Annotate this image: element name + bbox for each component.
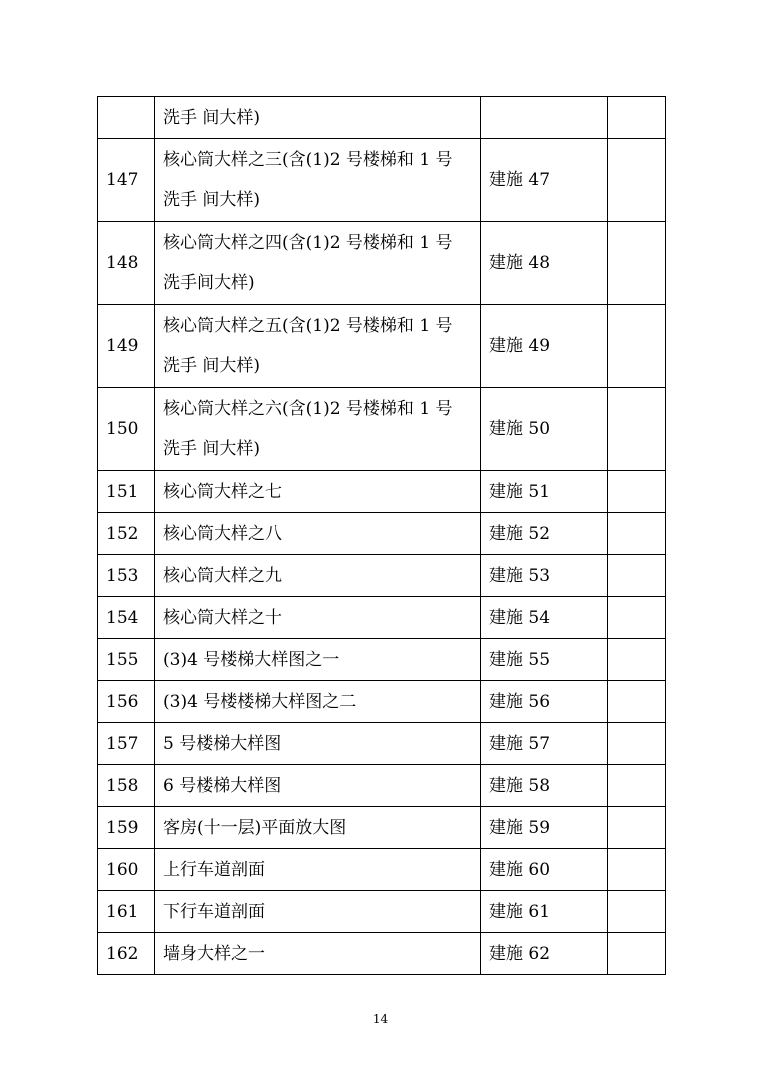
row-number: 150 bbox=[98, 388, 155, 471]
row-title bbox=[155, 681, 481, 723]
row-title bbox=[155, 891, 481, 933]
row-title-line: 核心筒大样之五(含(1)2 号楼梯和 1 号 bbox=[163, 316, 453, 336]
row-title-line: 洗手 间大样) bbox=[163, 356, 261, 376]
drawing-list-body bbox=[98, 97, 666, 975]
row-drawing-code bbox=[481, 97, 608, 139]
row-drawing-code: 建施 52 bbox=[481, 513, 608, 555]
row-title-line: 洗手 间大样) bbox=[163, 439, 261, 459]
row-remark bbox=[608, 933, 666, 975]
row-number: 159 bbox=[98, 807, 155, 849]
row-title-line: 核心筒大样之六(含(1)2 号楼梯和 1 号 bbox=[163, 399, 453, 419]
table-row bbox=[98, 305, 666, 388]
row-remark bbox=[608, 807, 666, 849]
row-number bbox=[98, 97, 155, 139]
row-drawing-code: 建施 61 bbox=[481, 891, 608, 933]
row-number: 161 bbox=[98, 891, 155, 933]
row-drawing-code: 建施 53 bbox=[481, 555, 608, 597]
row-number: 148 bbox=[98, 222, 155, 305]
row-remark bbox=[608, 222, 666, 305]
row-drawing-code: 建施 57 bbox=[481, 723, 608, 765]
row-title-line: 墙身大样之一 bbox=[163, 943, 265, 964]
row-title bbox=[155, 388, 481, 471]
row-drawing-code: 建施 55 bbox=[481, 639, 608, 681]
row-title-line: 洗手 间大样) bbox=[163, 107, 261, 128]
row-drawing-code: 建施 47 bbox=[481, 139, 608, 222]
row-remark bbox=[608, 139, 666, 222]
row-title bbox=[155, 97, 481, 139]
table-row bbox=[98, 681, 666, 723]
row-drawing-code: 建施 62 bbox=[481, 933, 608, 975]
table-row bbox=[98, 597, 666, 639]
table-row bbox=[98, 807, 666, 849]
row-number: 162 bbox=[98, 933, 155, 975]
row-number: 153 bbox=[98, 555, 155, 597]
table-row bbox=[98, 97, 666, 139]
row-number: 158 bbox=[98, 765, 155, 807]
row-title bbox=[155, 139, 481, 222]
row-remark bbox=[608, 639, 666, 681]
row-remark bbox=[608, 891, 666, 933]
row-title bbox=[155, 597, 481, 639]
row-number: 160 bbox=[98, 849, 155, 891]
table-row bbox=[98, 139, 666, 222]
row-drawing-code: 建施 51 bbox=[481, 471, 608, 513]
table-row bbox=[98, 388, 666, 471]
row-title bbox=[155, 222, 481, 305]
row-drawing-code: 建施 58 bbox=[481, 765, 608, 807]
row-title-line: 核心筒大样之三(含(1)2 号楼梯和 1 号 bbox=[163, 150, 453, 170]
row-title-line: 下行车道剖面 bbox=[163, 901, 265, 922]
row-drawing-code: 建施 59 bbox=[481, 807, 608, 849]
row-title-line: 5 号楼梯大样图 bbox=[163, 733, 282, 754]
table-row bbox=[98, 555, 666, 597]
row-drawing-code: 建施 60 bbox=[481, 849, 608, 891]
row-title-line: 核心筒大样之九 bbox=[163, 565, 282, 586]
row-title-line: (3)4 号楼楼梯大样图之二 bbox=[163, 691, 357, 712]
table-row bbox=[98, 471, 666, 513]
row-remark bbox=[608, 849, 666, 891]
row-number: 149 bbox=[98, 305, 155, 388]
row-title-line: 核心筒大样之十 bbox=[163, 607, 282, 628]
row-remark bbox=[608, 681, 666, 723]
row-number: 157 bbox=[98, 723, 155, 765]
row-drawing-code: 建施 48 bbox=[481, 222, 608, 305]
row-number: 151 bbox=[98, 471, 155, 513]
row-drawing-code: 建施 54 bbox=[481, 597, 608, 639]
row-number: 147 bbox=[98, 139, 155, 222]
row-title bbox=[155, 305, 481, 388]
row-remark bbox=[608, 723, 666, 765]
row-title bbox=[155, 513, 481, 555]
row-drawing-code: 建施 50 bbox=[481, 388, 608, 471]
row-title bbox=[155, 723, 481, 765]
row-remark bbox=[608, 597, 666, 639]
row-title-line: 核心筒大样之四(含(1)2 号楼梯和 1 号 bbox=[163, 233, 453, 253]
row-drawing-code: 建施 56 bbox=[481, 681, 608, 723]
table-row bbox=[98, 639, 666, 681]
row-remark bbox=[608, 471, 666, 513]
row-title bbox=[155, 849, 481, 891]
row-title-line: 洗手间大样) bbox=[163, 273, 255, 293]
table-row bbox=[98, 849, 666, 891]
row-number: 156 bbox=[98, 681, 155, 723]
row-drawing-code: 建施 49 bbox=[481, 305, 608, 388]
row-remark bbox=[608, 97, 666, 139]
table-row bbox=[98, 222, 666, 305]
table-row bbox=[98, 513, 666, 555]
row-number: 152 bbox=[98, 513, 155, 555]
row-remark bbox=[608, 513, 666, 555]
row-remark bbox=[608, 305, 666, 388]
row-title-line: (3)4 号楼梯大样图之一 bbox=[163, 649, 340, 670]
row-remark bbox=[608, 765, 666, 807]
row-title bbox=[155, 471, 481, 513]
table-row bbox=[98, 891, 666, 933]
row-remark bbox=[608, 388, 666, 471]
row-title bbox=[155, 807, 481, 849]
row-title bbox=[155, 933, 481, 975]
row-title-line: 6 号楼梯大样图 bbox=[163, 775, 282, 796]
page-number: 14 bbox=[372, 1012, 389, 1026]
row-remark bbox=[608, 555, 666, 597]
table-row bbox=[98, 765, 666, 807]
drawing-list-table bbox=[97, 96, 666, 975]
table-row bbox=[98, 933, 666, 975]
row-title bbox=[155, 639, 481, 681]
row-title-line: 核心筒大样之八 bbox=[163, 523, 282, 544]
row-number: 155 bbox=[98, 639, 155, 681]
row-title-line: 客房(十一层)平面放大图 bbox=[163, 817, 347, 838]
row-title bbox=[155, 765, 481, 807]
row-title bbox=[155, 555, 481, 597]
row-title-line: 核心筒大样之七 bbox=[163, 481, 282, 502]
table-row bbox=[98, 723, 666, 765]
row-title-line: 洗手 间大样) bbox=[163, 190, 261, 210]
row-number: 154 bbox=[98, 597, 155, 639]
row-title-line: 上行车道剖面 bbox=[163, 859, 265, 880]
